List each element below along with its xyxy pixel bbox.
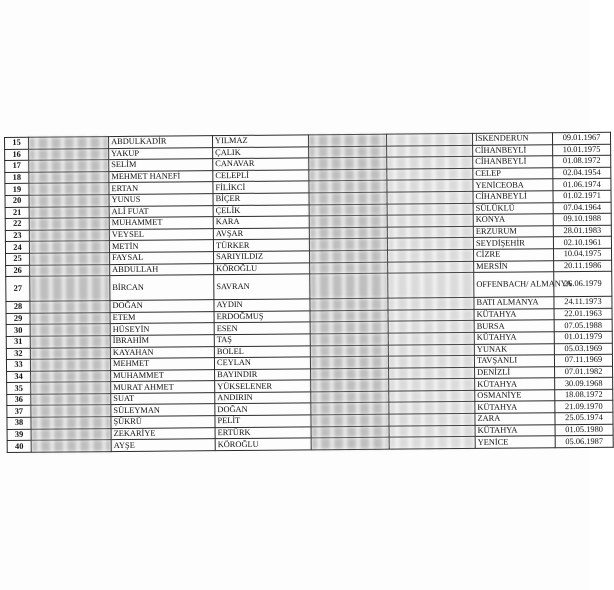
last-name: KÖROĞLU xyxy=(215,438,311,450)
birth-date: 07.11.1969 xyxy=(554,354,612,366)
redacted-id xyxy=(31,428,111,440)
redacted-father-name xyxy=(311,414,389,426)
last-name: ERTÜRK xyxy=(215,426,311,438)
row-number: 32 xyxy=(6,348,30,360)
redacted-father-name xyxy=(309,215,387,227)
birth-place: CİZRE xyxy=(473,249,553,261)
birth-place: YUNAK xyxy=(474,343,554,355)
redacted-id xyxy=(30,324,110,336)
last-name: AVŞAR xyxy=(213,228,309,240)
birth-place: YENİCE xyxy=(475,436,555,448)
row-number: 18 xyxy=(5,172,29,184)
first-name: ZEKARİYE xyxy=(111,427,215,440)
birth-place: CİHANBEYLİ xyxy=(473,144,553,156)
birth-place: SÜLÜKLÜ xyxy=(473,202,553,214)
birth-date: 18.08.1972 xyxy=(555,389,613,401)
row-number: 25 xyxy=(6,253,30,265)
birth-date: 01.05.1980 xyxy=(555,424,613,436)
last-name: CELEPLİ xyxy=(213,170,309,182)
redacted-id xyxy=(29,148,109,160)
last-name: ESEN xyxy=(214,322,310,334)
last-name: SAVRAN xyxy=(214,274,310,300)
birth-date: 20.11.1986 xyxy=(554,260,612,272)
birth-date: 10.01.1975 xyxy=(553,144,611,156)
row-number: 17 xyxy=(5,160,29,172)
redacted-id xyxy=(29,241,109,253)
redacted-father-name xyxy=(310,250,388,262)
redacted-id xyxy=(30,335,110,347)
row-number: 27 xyxy=(6,276,30,301)
redacted-mother-name xyxy=(388,309,474,321)
first-name: METİN xyxy=(109,240,213,253)
last-name: PELİT xyxy=(215,415,311,427)
redacted-father-name xyxy=(311,426,389,438)
row-number: 15 xyxy=(5,137,29,149)
last-name: ANDIRIN xyxy=(215,392,311,404)
redacted-mother-name xyxy=(388,355,474,367)
last-name: TÜRKER xyxy=(213,239,309,251)
row-number: 36 xyxy=(7,394,31,406)
birth-place: İSKENDERUN xyxy=(472,133,552,145)
first-name: MEHMET HANEFİ xyxy=(109,170,213,183)
last-name: BAYINDIR xyxy=(215,369,311,381)
redacted-mother-name xyxy=(387,157,473,169)
redacted-father-name xyxy=(309,181,387,193)
redacted-id xyxy=(29,218,109,230)
redacted-mother-name xyxy=(389,425,475,437)
first-name: SÜLEYMAN xyxy=(111,404,215,417)
redacted-id xyxy=(31,393,111,405)
last-name: SARIYILDIZ xyxy=(214,251,310,263)
birth-place: MERSİN xyxy=(474,260,554,272)
redacted-mother-name xyxy=(388,332,474,344)
birth-date: 26.06.1979 xyxy=(554,271,612,297)
first-name: ERTAN xyxy=(109,182,213,195)
birth-date: 07.04.1964 xyxy=(553,202,611,214)
row-number: 30 xyxy=(6,325,30,337)
row-number: 29 xyxy=(6,313,30,325)
row-number: 37 xyxy=(7,406,31,418)
redacted-mother-name xyxy=(387,226,473,238)
redacted-id xyxy=(29,183,109,195)
redacted-mother-name xyxy=(388,321,474,333)
last-name: CEYLAN xyxy=(214,357,310,369)
redacted-mother-name xyxy=(387,203,473,215)
redacted-mother-name xyxy=(389,402,475,414)
redacted-mother-name xyxy=(389,379,475,391)
table-body xyxy=(5,132,614,452)
first-name: MURAT AHMET xyxy=(111,381,215,394)
birth-place: KÜTAHYA xyxy=(474,308,554,320)
birth-place: KÜTAHYA xyxy=(475,401,555,413)
birth-place: BURSA xyxy=(474,320,554,332)
birth-place: YENİCEOBA xyxy=(473,179,553,191)
last-name: DOĞAN xyxy=(215,403,311,415)
birth-date: 28.01.1983 xyxy=(553,225,611,237)
redacted-id xyxy=(29,137,109,149)
redacted-id xyxy=(31,382,111,394)
row-number: 22 xyxy=(5,218,29,230)
birth-date: 22.01.1963 xyxy=(554,308,612,320)
redacted-mother-name xyxy=(387,168,473,180)
birth-date: 30.09.1968 xyxy=(555,377,613,389)
row-number: 40 xyxy=(7,441,31,453)
birth-place: DENİZLİ xyxy=(475,366,555,378)
redacted-mother-name xyxy=(388,344,474,356)
redacted-father-name xyxy=(311,368,389,380)
first-name: ABDULKADİR xyxy=(109,136,213,149)
row-number: 16 xyxy=(5,149,29,161)
birth-date: 05.03.1969 xyxy=(554,343,612,355)
birth-place: TAVŞANLI xyxy=(474,355,554,367)
first-name: VEYSEL xyxy=(109,228,213,241)
redacted-mother-name xyxy=(389,390,475,402)
birth-date: 02.04.1954 xyxy=(553,167,611,179)
row-number: 23 xyxy=(5,230,29,242)
birth-date: 07.01.1982 xyxy=(555,366,613,378)
first-name: YAKUP xyxy=(109,147,213,160)
redacted-father-name xyxy=(311,403,389,415)
redacted-id xyxy=(31,370,111,382)
redacted-id xyxy=(29,160,109,172)
row-number: 26 xyxy=(6,265,30,277)
redacted-father-name xyxy=(310,356,388,368)
first-name: YUNUS xyxy=(109,194,213,207)
birth-place: OFFENBACH/ ALMANYA xyxy=(474,272,554,298)
redacted-mother-name xyxy=(387,238,473,250)
birth-place: SEYDİŞEHİR xyxy=(473,237,553,249)
redacted-father-name xyxy=(310,345,388,357)
birth-place: KÜTAHYA xyxy=(475,424,555,436)
first-name: ABDULLAH xyxy=(110,263,214,276)
birth-place: ZARA xyxy=(475,413,555,425)
birth-place: CİHANBEYLİ xyxy=(473,191,553,203)
redacted-father-name xyxy=(309,204,387,216)
redacted-id xyxy=(29,229,109,241)
birth-place: CELEP xyxy=(473,167,553,179)
first-name: SUAT xyxy=(111,393,215,406)
birth-date: 01.08.1972 xyxy=(553,155,611,167)
redacted-mother-name xyxy=(388,298,474,310)
redacted-father-name xyxy=(310,262,388,274)
birth-date: 05.06.1987 xyxy=(555,435,613,447)
row-number: 33 xyxy=(6,359,30,371)
row-number: 19 xyxy=(5,184,29,196)
redacted-mother-name xyxy=(388,249,474,261)
redacted-father-name xyxy=(311,391,389,403)
row-number: 20 xyxy=(5,195,29,207)
first-name: HÜSEYİN xyxy=(110,323,214,336)
redacted-id xyxy=(30,312,110,324)
birth-date: 01.06.1974 xyxy=(553,179,611,191)
birth-place: CİHANBEYLİ xyxy=(473,156,553,168)
redacted-father-name xyxy=(310,273,388,299)
redacted-father-name xyxy=(310,298,388,310)
redacted-father-name xyxy=(311,437,389,449)
first-name: MUHAMMET xyxy=(109,217,213,230)
birth-date: 02.10.1961 xyxy=(553,237,611,249)
first-name: MEHMET xyxy=(110,358,214,371)
last-name: BİÇER xyxy=(213,193,309,205)
birth-place: KÜTAHYA xyxy=(475,378,555,390)
redacted-id xyxy=(29,195,109,207)
birth-place: BATI ALMANYA xyxy=(474,297,554,309)
birth-place: ERZURUM xyxy=(473,225,553,237)
birth-date: 09.01.1967 xyxy=(552,132,610,144)
row-number: 24 xyxy=(5,242,29,254)
redacted-id xyxy=(30,276,110,302)
last-name: FİLİKCİ xyxy=(213,181,309,193)
redacted-mother-name xyxy=(389,437,475,449)
birth-place: KÜTAHYA xyxy=(474,332,554,344)
row-number: 34 xyxy=(7,371,31,383)
last-name: YILMAZ xyxy=(212,135,308,147)
first-name: AYŞE xyxy=(111,439,215,452)
last-name: ÇALIK xyxy=(213,146,309,158)
first-name: ETEM xyxy=(110,311,214,324)
redacted-father-name xyxy=(308,134,386,146)
birth-date: 09.10.1988 xyxy=(553,213,611,225)
redacted-id xyxy=(30,301,110,313)
row-number: 21 xyxy=(5,207,29,219)
birth-date: 01.02.1971 xyxy=(553,190,611,202)
row-number: 31 xyxy=(6,336,30,348)
birth-date: 10.04.1975 xyxy=(553,248,611,260)
row-number: 38 xyxy=(7,417,31,429)
redacted-mother-name xyxy=(386,133,472,145)
last-name: YÜKSELENER xyxy=(215,380,311,392)
last-name: KÖROĞLU xyxy=(214,262,310,274)
birth-date: 24.11.1973 xyxy=(554,296,612,308)
redacted-id xyxy=(30,264,110,276)
first-name: ŞÜKRÜ xyxy=(111,416,215,429)
first-name: BİRCAN xyxy=(110,275,214,301)
last-name: KARA xyxy=(213,216,309,228)
redacted-id xyxy=(30,253,110,265)
last-name: ERDOĞMUŞ xyxy=(214,311,310,323)
row-number: 28 xyxy=(6,301,30,313)
redacted-father-name xyxy=(310,333,388,345)
birth-place: OSMANİYE xyxy=(475,390,555,402)
redacted-mother-name xyxy=(387,145,473,157)
redacted-id xyxy=(29,171,109,183)
redacted-father-name xyxy=(310,321,388,333)
birth-date: 21.09.1970 xyxy=(555,401,613,413)
first-name: FAYSAL xyxy=(110,252,214,265)
birth-date: 07.05.1988 xyxy=(554,320,612,332)
first-name: MUHAMMET xyxy=(111,369,215,382)
redacted-id xyxy=(29,206,109,218)
last-name: AYDIN xyxy=(214,299,310,311)
redacted-father-name xyxy=(309,239,387,251)
last-name: BOLEL xyxy=(214,345,310,357)
birth-date: 25.05.1974 xyxy=(555,412,613,424)
first-name: KAYAHAN xyxy=(110,346,214,359)
redacted-id xyxy=(31,440,111,452)
birth-place: KONYA xyxy=(473,214,553,226)
redacted-father-name xyxy=(311,379,389,391)
redacted-mother-name xyxy=(387,180,473,192)
redacted-mother-name xyxy=(388,273,474,299)
redacted-father-name xyxy=(309,169,387,181)
row-number: 35 xyxy=(7,383,31,395)
row-number: 39 xyxy=(7,429,31,441)
redacted-id xyxy=(31,417,111,429)
redacted-id xyxy=(30,347,110,359)
redacted-mother-name xyxy=(389,413,475,425)
redacted-father-name xyxy=(309,146,387,158)
redacted-mother-name xyxy=(388,261,474,273)
last-name: CANAVAR xyxy=(213,158,309,170)
last-name: TAŞ xyxy=(214,334,310,346)
person-list-table xyxy=(4,132,614,453)
redacted-mother-name xyxy=(389,367,475,379)
redacted-father-name xyxy=(309,192,387,204)
redacted-mother-name xyxy=(387,191,473,203)
redacted-father-name xyxy=(309,157,387,169)
first-name: DOĞAN xyxy=(110,300,214,313)
last-name: ÇELİK xyxy=(213,204,309,216)
redacted-mother-name xyxy=(387,215,473,227)
redacted-father-name xyxy=(310,310,388,322)
redacted-id xyxy=(30,359,110,371)
first-name: ALİ FUAT xyxy=(109,205,213,218)
birth-date: 01.01.1979 xyxy=(554,331,612,343)
redacted-father-name xyxy=(309,227,387,239)
first-name: İBRAHİM xyxy=(110,335,214,348)
first-name: SELİM xyxy=(109,159,213,172)
redacted-id xyxy=(31,405,111,417)
